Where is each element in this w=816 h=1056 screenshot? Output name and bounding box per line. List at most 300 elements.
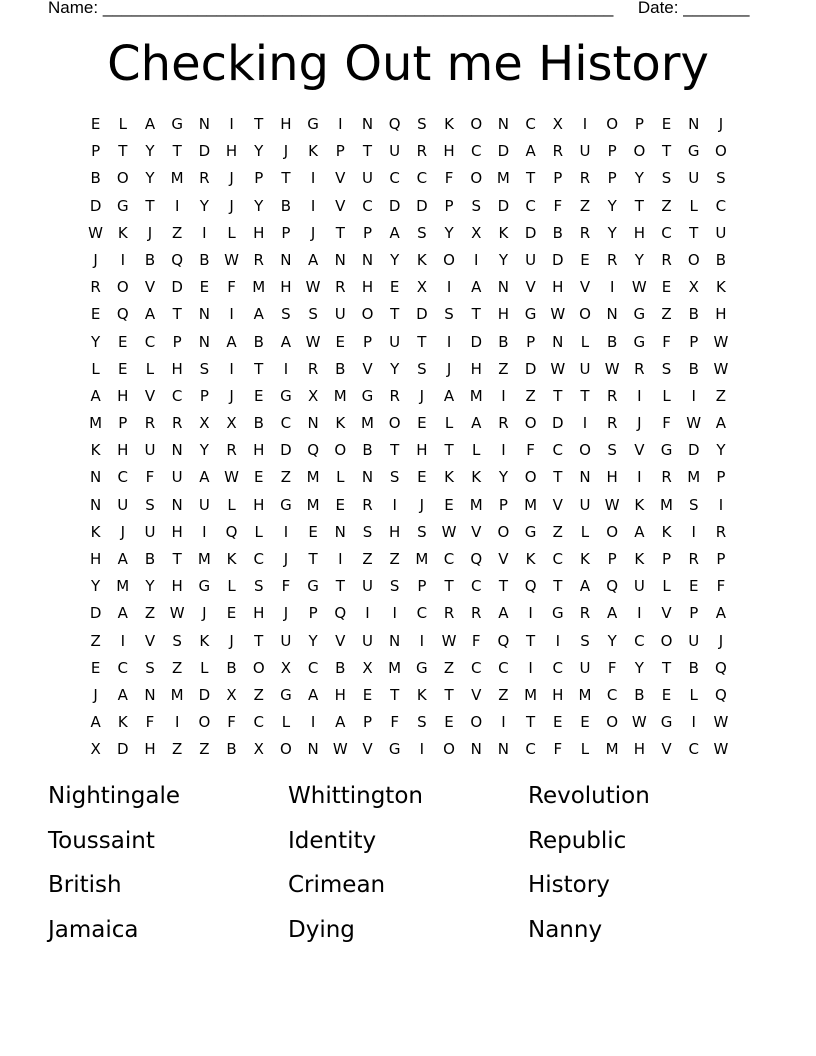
grid-letter[interactable]: A <box>715 414 727 433</box>
grid-letter[interactable]: H <box>334 685 346 704</box>
grid-letter[interactable]: S <box>580 631 590 650</box>
grid-letter[interactable]: F <box>281 577 291 596</box>
grid-letter[interactable]: B <box>144 250 156 269</box>
grid-letter[interactable]: O <box>524 414 537 433</box>
grid-letter[interactable]: O <box>606 522 619 541</box>
grid-letter[interactable]: S <box>417 115 427 133</box>
grid-letter[interactable]: T <box>254 631 264 650</box>
name-blank[interactable]: ______________________________________________________ <box>102 0 614 17</box>
grid-letter[interactable]: R <box>661 468 672 487</box>
grid-letter[interactable]: A <box>498 604 509 623</box>
grid-letter[interactable]: I <box>229 359 234 378</box>
grid-letter[interactable]: V <box>471 685 482 704</box>
grid-letter[interactable]: H <box>253 604 265 623</box>
grid-letter[interactable]: I <box>637 386 642 405</box>
grid-letter[interactable]: A <box>253 305 264 324</box>
grid-letter[interactable]: X <box>199 414 210 433</box>
grid-letter[interactable]: T <box>498 577 508 596</box>
grid-letter[interactable]: Y <box>390 250 400 269</box>
grid-letter[interactable]: C <box>498 658 509 677</box>
grid-letter[interactable]: M <box>360 414 374 433</box>
grid-letter[interactable]: R <box>362 495 373 514</box>
grid-letter[interactable]: R <box>498 414 509 433</box>
grid-letter[interactable]: H <box>171 522 183 541</box>
grid-letter[interactable]: F <box>145 713 155 732</box>
grid-letter[interactable]: L <box>689 196 698 215</box>
grid-letter[interactable]: T <box>335 577 345 596</box>
grid-letter[interactable]: K <box>90 441 101 460</box>
grid-letter[interactable]: K <box>661 522 672 541</box>
grid-letter[interactable]: M <box>524 685 538 704</box>
grid-letter[interactable]: Z <box>715 386 727 405</box>
grid-letter[interactable]: O <box>470 713 483 732</box>
grid-letter[interactable]: T <box>526 631 536 650</box>
grid-letter[interactable]: R <box>171 414 183 433</box>
grid-letter[interactable]: O <box>443 250 455 269</box>
grid-letter[interactable]: D <box>117 740 129 759</box>
grid-letter[interactable]: T <box>444 685 454 704</box>
grid-letter[interactable]: O <box>361 305 374 324</box>
grid-letter[interactable]: Z <box>199 740 210 759</box>
grid-letter[interactable]: T <box>118 142 128 161</box>
grid-letter[interactable]: V <box>498 550 509 568</box>
grid-letter[interactable]: U <box>117 495 129 514</box>
grid-letter[interactable]: Y <box>145 142 155 161</box>
grid-letter[interactable]: E <box>661 278 672 297</box>
grid-letter[interactable]: B <box>688 658 699 677</box>
grid-letter[interactable]: A <box>607 604 618 623</box>
grid-letter[interactable]: I <box>582 115 588 133</box>
grid-letter[interactable]: A <box>144 305 156 324</box>
grid-letter[interactable]: V <box>552 495 563 514</box>
grid-letter[interactable]: G <box>307 115 319 133</box>
grid-letter[interactable]: P <box>526 332 536 351</box>
grid-letter[interactable]: R <box>579 604 591 623</box>
grid-letter[interactable]: E <box>90 115 101 133</box>
grid-letter[interactable]: U <box>579 142 591 161</box>
grid-letter[interactable]: A <box>471 278 482 297</box>
grid-letter[interactable]: P <box>662 550 672 568</box>
grid-letter[interactable]: T <box>172 305 182 324</box>
grid-letter[interactable]: K <box>634 550 645 568</box>
grid-letter[interactable]: V <box>335 196 346 215</box>
grid-letter[interactable]: H <box>470 359 482 378</box>
grid-letter[interactable]: H <box>389 522 401 541</box>
grid-letter[interactable]: R <box>199 169 210 188</box>
grid-letter[interactable]: I <box>283 359 289 378</box>
grid-letter[interactable]: P <box>362 332 372 351</box>
grid-letter[interactable]: E <box>661 685 672 704</box>
grid-letter[interactable]: U <box>361 169 373 188</box>
grid-letter[interactable]: V <box>634 441 645 460</box>
grid-letter[interactable]: B <box>552 223 563 242</box>
grid-letter[interactable]: D <box>497 142 510 161</box>
grid-letter[interactable]: Y <box>91 332 101 351</box>
grid-letter[interactable]: J <box>718 631 724 650</box>
grid-letter[interactable]: Z <box>498 685 509 704</box>
grid-letter[interactable]: A <box>90 713 101 732</box>
grid-letter[interactable]: C <box>389 169 400 188</box>
grid-letter[interactable]: J <box>93 685 98 704</box>
grid-letter[interactable]: A <box>579 577 591 596</box>
grid-letter[interactable]: B <box>335 658 346 677</box>
grid-letter[interactable]: E <box>253 468 264 487</box>
grid-letter[interactable]: O <box>198 713 211 732</box>
grid-letter[interactable]: Q <box>116 305 129 324</box>
grid-letter[interactable]: M <box>524 495 538 514</box>
grid-letter[interactable]: T <box>335 223 345 242</box>
grid-letter[interactable]: L <box>281 713 291 732</box>
grid-letter[interactable]: P <box>199 386 209 405</box>
grid-letter[interactable]: D <box>416 196 428 215</box>
grid-letter[interactable]: T <box>553 468 563 487</box>
grid-letter[interactable]: K <box>226 550 237 568</box>
grid-letter[interactable]: I <box>446 332 452 351</box>
grid-letter[interactable]: H <box>117 441 129 460</box>
grid-letter[interactable]: E <box>118 359 128 378</box>
grid-letter[interactable]: I <box>310 713 316 732</box>
grid-letter[interactable]: F <box>662 414 671 433</box>
grid-letter[interactable]: B <box>144 550 156 568</box>
grid-letter[interactable]: C <box>552 550 564 568</box>
grid-letter[interactable]: P <box>444 196 454 215</box>
grid-letter[interactable]: S <box>172 631 182 650</box>
grid-letter[interactable]: X <box>362 658 373 677</box>
grid-letter[interactable]: I <box>392 604 397 623</box>
grid-letter[interactable]: T <box>281 169 291 188</box>
grid-letter[interactable]: Y <box>199 441 209 460</box>
grid-letter[interactable]: K <box>416 250 427 269</box>
grid-letter[interactable]: O <box>497 522 510 541</box>
grid-letter[interactable]: M <box>306 495 320 514</box>
grid-letter[interactable]: R <box>579 169 591 188</box>
grid-letter[interactable]: U <box>171 468 183 487</box>
grid-letter[interactable]: N <box>280 250 292 269</box>
grid-letter[interactable]: L <box>91 359 100 378</box>
grid-letter[interactable]: B <box>634 685 645 704</box>
grid-letter[interactable]: L <box>444 414 454 433</box>
grid-letter[interactable]: B <box>688 359 699 378</box>
grid-letter[interactable]: W <box>604 495 620 514</box>
grid-letter[interactable]: C <box>470 577 482 596</box>
grid-letter[interactable]: C <box>525 740 536 759</box>
grid-letter[interactable]: P <box>118 414 128 433</box>
grid-letter[interactable]: L <box>689 685 698 704</box>
grid-letter[interactable]: J <box>718 115 724 133</box>
grid-letter[interactable]: V <box>144 631 156 650</box>
grid-letter[interactable]: R <box>253 250 264 269</box>
grid-letter[interactable]: N <box>89 468 102 487</box>
grid-letter[interactable]: Q <box>606 577 619 596</box>
grid-letter[interactable]: D <box>524 223 537 242</box>
grid-letter[interactable]: M <box>170 685 184 704</box>
grid-letter[interactable]: K <box>117 223 128 242</box>
grid-letter[interactable]: X <box>471 223 482 242</box>
grid-letter[interactable]: F <box>716 577 726 596</box>
grid-letter[interactable]: S <box>417 223 427 242</box>
grid-letter[interactable]: R <box>389 386 400 405</box>
grid-letter[interactable]: O <box>443 740 455 759</box>
grid-letter[interactable]: E <box>90 305 101 324</box>
grid-letter[interactable]: I <box>120 631 125 650</box>
grid-letter[interactable]: C <box>117 468 129 487</box>
grid-letter[interactable]: C <box>552 658 564 677</box>
grid-letter[interactable]: H <box>361 278 374 297</box>
grid-letter[interactable]: S <box>417 713 427 732</box>
grid-letter[interactable]: E <box>199 278 210 297</box>
grid-letter[interactable]: I <box>310 196 316 215</box>
grid-letter[interactable]: U <box>144 522 156 541</box>
grid-letter[interactable]: D <box>497 196 510 215</box>
grid-letter[interactable]: V <box>335 631 346 650</box>
grid-letter[interactable]: E <box>90 658 101 677</box>
grid-letter[interactable]: O <box>606 713 619 732</box>
grid-letter[interactable]: J <box>283 604 289 623</box>
grid-letter[interactable]: H <box>89 550 102 568</box>
grid-letter[interactable]: O <box>579 441 591 460</box>
grid-letter[interactable]: U <box>525 250 537 269</box>
grid-letter[interactable]: N <box>497 115 510 133</box>
grid-letter[interactable]: A <box>199 468 210 487</box>
grid-letter[interactable]: S <box>389 468 400 487</box>
grid-letter[interactable]: C <box>307 658 319 677</box>
grid-letter[interactable]: G <box>551 604 564 623</box>
grid-letter[interactable]: M <box>306 468 320 487</box>
grid-letter[interactable]: H <box>552 685 564 704</box>
grid-letter[interactable]: P <box>172 332 182 351</box>
grid-letter[interactable]: W <box>224 250 239 269</box>
grid-letter[interactable]: O <box>687 250 700 269</box>
grid-letter[interactable]: Z <box>144 604 156 623</box>
grid-letter[interactable]: J <box>637 414 642 433</box>
grid-letter[interactable]: O <box>334 441 347 460</box>
grid-letter[interactable]: T <box>172 142 182 161</box>
grid-letter[interactable]: H <box>280 115 292 133</box>
grid-letter[interactable]: W <box>713 332 729 351</box>
grid-letter[interactable]: E <box>580 250 590 269</box>
grid-letter[interactable]: E <box>226 604 237 623</box>
grid-letter[interactable]: C <box>416 169 428 188</box>
grid-letter[interactable]: P <box>716 550 726 568</box>
grid-letter[interactable]: I <box>691 713 696 732</box>
grid-letter[interactable]: D <box>280 441 292 460</box>
grid-letter[interactable]: U <box>579 359 591 378</box>
grid-letter[interactable]: I <box>120 250 125 269</box>
grid-letter[interactable]: F <box>444 169 454 188</box>
grid-letter[interactable]: V <box>661 740 672 759</box>
grid-letter[interactable]: R <box>552 142 563 161</box>
grid-letter[interactable]: K <box>471 468 482 487</box>
grid-letter[interactable]: C <box>171 386 183 405</box>
grid-letter[interactable]: T <box>417 332 427 351</box>
grid-letter[interactable]: F <box>553 196 563 215</box>
grid-letter[interactable]: C <box>661 223 672 242</box>
grid-letter[interactable]: Z <box>661 196 672 215</box>
grid-letter[interactable]: I <box>528 604 533 623</box>
grid-letter[interactable]: D <box>198 142 211 161</box>
grid-letter[interactable]: Y <box>145 577 155 596</box>
grid-letter[interactable]: N <box>144 685 156 704</box>
grid-letter[interactable]: E <box>417 414 427 433</box>
grid-letter[interactable]: T <box>308 550 318 568</box>
grid-letter[interactable]: N <box>307 740 319 759</box>
grid-letter[interactable]: K <box>308 142 319 161</box>
grid-letter[interactable]: M <box>469 386 483 405</box>
grid-letter[interactable]: F <box>227 713 236 732</box>
grid-letter[interactable]: S <box>471 196 481 215</box>
grid-letter[interactable]: A <box>715 604 727 623</box>
grid-letter[interactable]: V <box>144 386 156 405</box>
grid-letter[interactable]: Y <box>254 196 264 215</box>
grid-letter[interactable]: D <box>416 305 428 324</box>
grid-letter[interactable]: Q <box>171 250 184 269</box>
grid-letter[interactable]: X <box>307 386 319 405</box>
grid-letter[interactable]: Z <box>579 196 591 215</box>
grid-letter[interactable]: S <box>308 305 318 324</box>
grid-letter[interactable]: I <box>501 386 506 405</box>
grid-letter[interactable]: T <box>444 577 454 596</box>
grid-letter[interactable]: S <box>145 495 155 514</box>
grid-letter[interactable]: B <box>253 414 264 433</box>
grid-letter[interactable]: C <box>253 550 264 568</box>
grid-letter[interactable]: F <box>390 713 399 732</box>
grid-letter[interactable]: M <box>605 740 619 759</box>
grid-letter[interactable]: G <box>280 685 292 704</box>
grid-letter[interactable]: I <box>229 115 234 133</box>
grid-letter[interactable]: G <box>198 577 211 596</box>
grid-letter[interactable]: E <box>444 495 454 514</box>
grid-letter[interactable]: C <box>688 740 699 759</box>
grid-letter[interactable]: E <box>362 685 373 704</box>
grid-letter[interactable]: Q <box>497 631 510 650</box>
grid-letter[interactable]: S <box>661 359 672 378</box>
grid-letter[interactable]: D <box>198 685 211 704</box>
grid-letter[interactable]: N <box>389 631 401 650</box>
grid-letter[interactable]: H <box>416 441 428 460</box>
grid-letter[interactable]: O <box>470 169 483 188</box>
grid-letter[interactable]: M <box>333 386 347 405</box>
grid-letter[interactable]: M <box>660 495 673 514</box>
grid-letter[interactable]: O <box>715 142 727 161</box>
grid-letter[interactable]: I <box>392 495 397 514</box>
grid-letter[interactable]: N <box>89 495 102 514</box>
grid-letter[interactable]: P <box>553 169 563 188</box>
grid-letter[interactable]: Z <box>389 550 400 568</box>
grid-letter[interactable]: T <box>254 359 264 378</box>
grid-letter[interactable]: O <box>660 631 673 650</box>
grid-letter[interactable]: I <box>555 631 560 650</box>
grid-letter[interactable]: K <box>444 468 454 487</box>
grid-letter[interactable]: Q <box>334 604 347 623</box>
grid-letter[interactable]: Y <box>634 169 644 188</box>
grid-letter[interactable]: H <box>633 223 645 242</box>
grid-letter[interactable]: N <box>171 441 183 460</box>
grid-letter[interactable]: P <box>362 713 372 732</box>
grid-letter[interactable]: L <box>118 115 127 133</box>
grid-letter[interactable]: T <box>580 386 590 405</box>
grid-letter[interactable]: R <box>634 359 645 378</box>
grid-letter[interactable]: L <box>254 522 263 541</box>
grid-letter[interactable]: N <box>497 740 510 759</box>
grid-letter[interactable]: L <box>662 386 671 405</box>
grid-letter[interactable]: S <box>444 305 454 324</box>
grid-letter[interactable]: W <box>169 604 185 623</box>
grid-letter[interactable]: M <box>578 685 592 704</box>
grid-letter[interactable]: G <box>416 658 428 677</box>
grid-letter[interactable]: W <box>631 713 647 732</box>
grid-letter[interactable]: X <box>552 115 563 133</box>
grid-letter[interactable]: A <box>634 522 645 541</box>
grid-letter[interactable]: N <box>307 414 319 433</box>
grid-letter[interactable]: N <box>361 468 374 487</box>
grid-letter[interactable]: D <box>89 604 102 623</box>
grid-letter[interactable]: P <box>607 142 617 161</box>
grid-letter[interactable]: T <box>634 196 644 215</box>
grid-letter[interactable]: T <box>390 305 400 324</box>
grid-letter[interactable]: B <box>226 740 237 759</box>
grid-letter[interactable]: W <box>686 414 702 433</box>
grid-letter[interactable]: F <box>145 468 155 487</box>
grid-letter[interactable]: H <box>253 441 265 460</box>
grid-letter[interactable]: B <box>498 332 509 351</box>
grid-letter[interactable]: C <box>634 631 645 650</box>
grid-letter[interactable]: K <box>634 495 645 514</box>
grid-letter[interactable]: I <box>338 115 343 133</box>
grid-letter[interactable]: T <box>553 577 563 596</box>
grid-letter[interactable]: B <box>715 250 727 269</box>
grid-letter[interactable]: A <box>525 142 536 161</box>
grid-letter[interactable]: J <box>229 196 234 215</box>
grid-letter[interactable]: Z <box>443 658 455 677</box>
grid-letter[interactable]: D <box>171 278 183 297</box>
grid-letter[interactable]: L <box>580 740 590 759</box>
grid-letter[interactable]: D <box>89 196 102 215</box>
grid-letter[interactable]: N <box>606 305 618 324</box>
grid-letter[interactable]: L <box>200 658 209 677</box>
grid-letter[interactable]: P <box>91 142 101 161</box>
grid-letter[interactable]: A <box>144 115 156 133</box>
grid-letter[interactable]: M <box>170 169 184 188</box>
grid-letter[interactable]: Z <box>362 550 373 568</box>
grid-letter[interactable]: I <box>609 278 615 297</box>
grid-letter[interactable]: J <box>419 386 425 405</box>
grid-letter[interactable]: S <box>389 577 400 596</box>
grid-letter[interactable]: X <box>416 278 427 297</box>
grid-letter[interactable]: U <box>389 142 401 161</box>
grid-letter[interactable]: L <box>580 332 590 351</box>
grid-letter[interactable]: G <box>307 577 319 596</box>
grid-letter[interactable]: I <box>501 713 506 732</box>
grid-letter[interactable]: B <box>362 441 373 460</box>
grid-letter[interactable]: N <box>334 250 346 269</box>
grid-letter[interactable]: C <box>525 115 536 133</box>
grid-letter[interactable]: N <box>334 522 346 541</box>
grid-letter[interactable]: E <box>661 115 672 133</box>
grid-letter[interactable]: U <box>579 658 591 677</box>
grid-letter[interactable]: S <box>607 441 617 460</box>
grid-letter[interactable]: K <box>335 414 346 433</box>
grid-letter[interactable]: H <box>171 359 183 378</box>
grid-letter[interactable]: W <box>224 468 239 487</box>
grid-letter[interactable]: L <box>227 223 236 242</box>
grid-letter[interactable]: C <box>362 196 373 215</box>
grid-letter[interactable]: R <box>416 142 428 161</box>
grid-letter[interactable]: E <box>444 713 454 732</box>
grid-letter[interactable]: T <box>362 142 373 161</box>
grid-letter[interactable]: R <box>606 250 618 269</box>
grid-letter[interactable]: G <box>633 305 646 324</box>
grid-letter[interactable]: O <box>116 169 129 188</box>
